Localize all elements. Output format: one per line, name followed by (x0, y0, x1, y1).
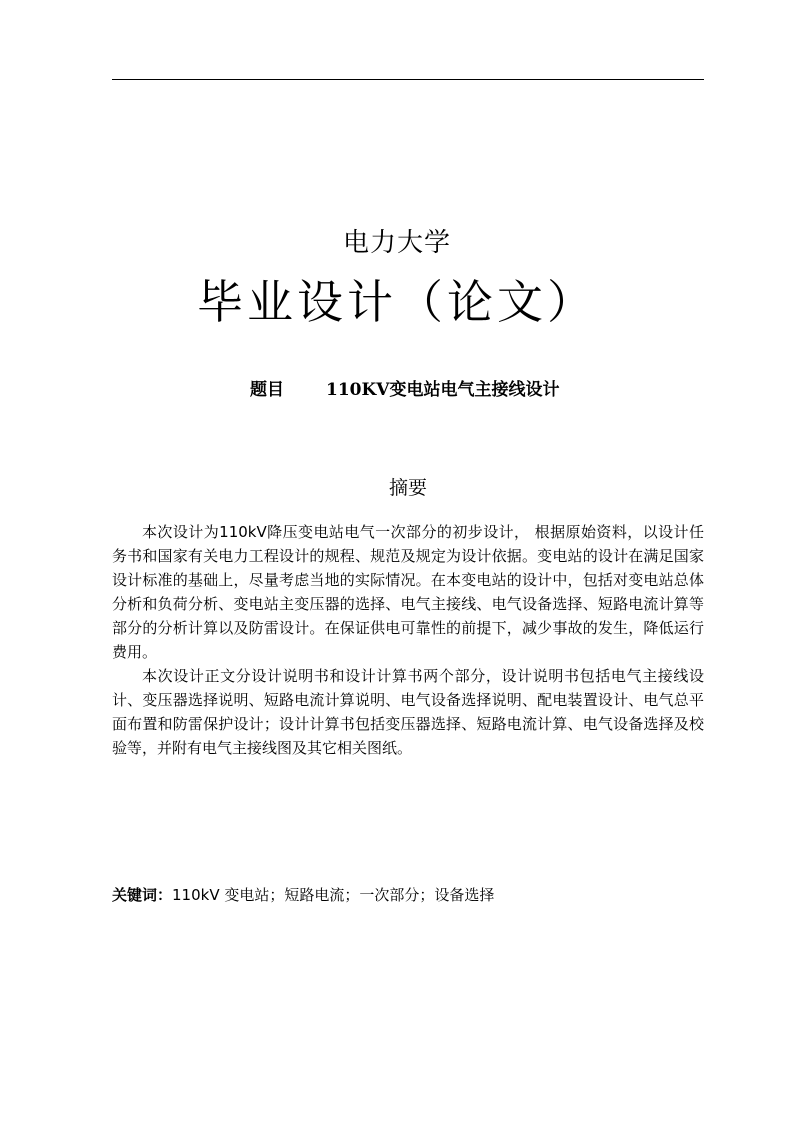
abstract-paragraph: 本次设计为110kV降压变电站电气一次部分的初步设计， 根据原始资料，以设计任务书和国家有关电力工程设计的规程、规范及规定为设计依据。变电站的设计在满足国家设计标准的基础上，尽量考虑当地的实际情况。在本变电站的设计中，包括对变电站总体分析和负荷分析、变电站主变压器的选择、电气主接线、电气设备选择、短路电流计算等部分的分析计算以及防雷设计。在保证供电可靠性的前提下，减少事故的发生，降低运行费用。 (112, 523, 704, 661)
abstract-body (112, 520, 704, 760)
abstract-paragraph: 本次设计正文分设计说明书和设计计算书两个部分，设计说明书包括电气主接线设计、变压器选择说明、短路电流计算说明、电气设备选择说明、配电装置设计、电气总平面布置和防雷保护设计；设计计算书包括变压器选择、短路电流计算、电气设备选择及校验等，并附有电气主接线图及其它相关图纸。 (112, 667, 704, 757)
keywords-text: 110kV 变电站；短路电流；一次部分；设备选择 (172, 886, 495, 904)
thesis-title-text: 110KV变电站电气主接线设计 (326, 380, 560, 400)
keywords-label: 关键词： (112, 886, 173, 904)
thesis-title-label: 题目 (250, 380, 284, 400)
document-type-title: 毕业设计（论文） (197, 275, 597, 329)
abstract-heading: 摘要 (388, 477, 427, 499)
thesis-title-line (250, 375, 559, 400)
header-rule (112, 79, 704, 80)
keywords-line (112, 884, 494, 905)
university-name: 电力大学 (342, 228, 451, 258)
